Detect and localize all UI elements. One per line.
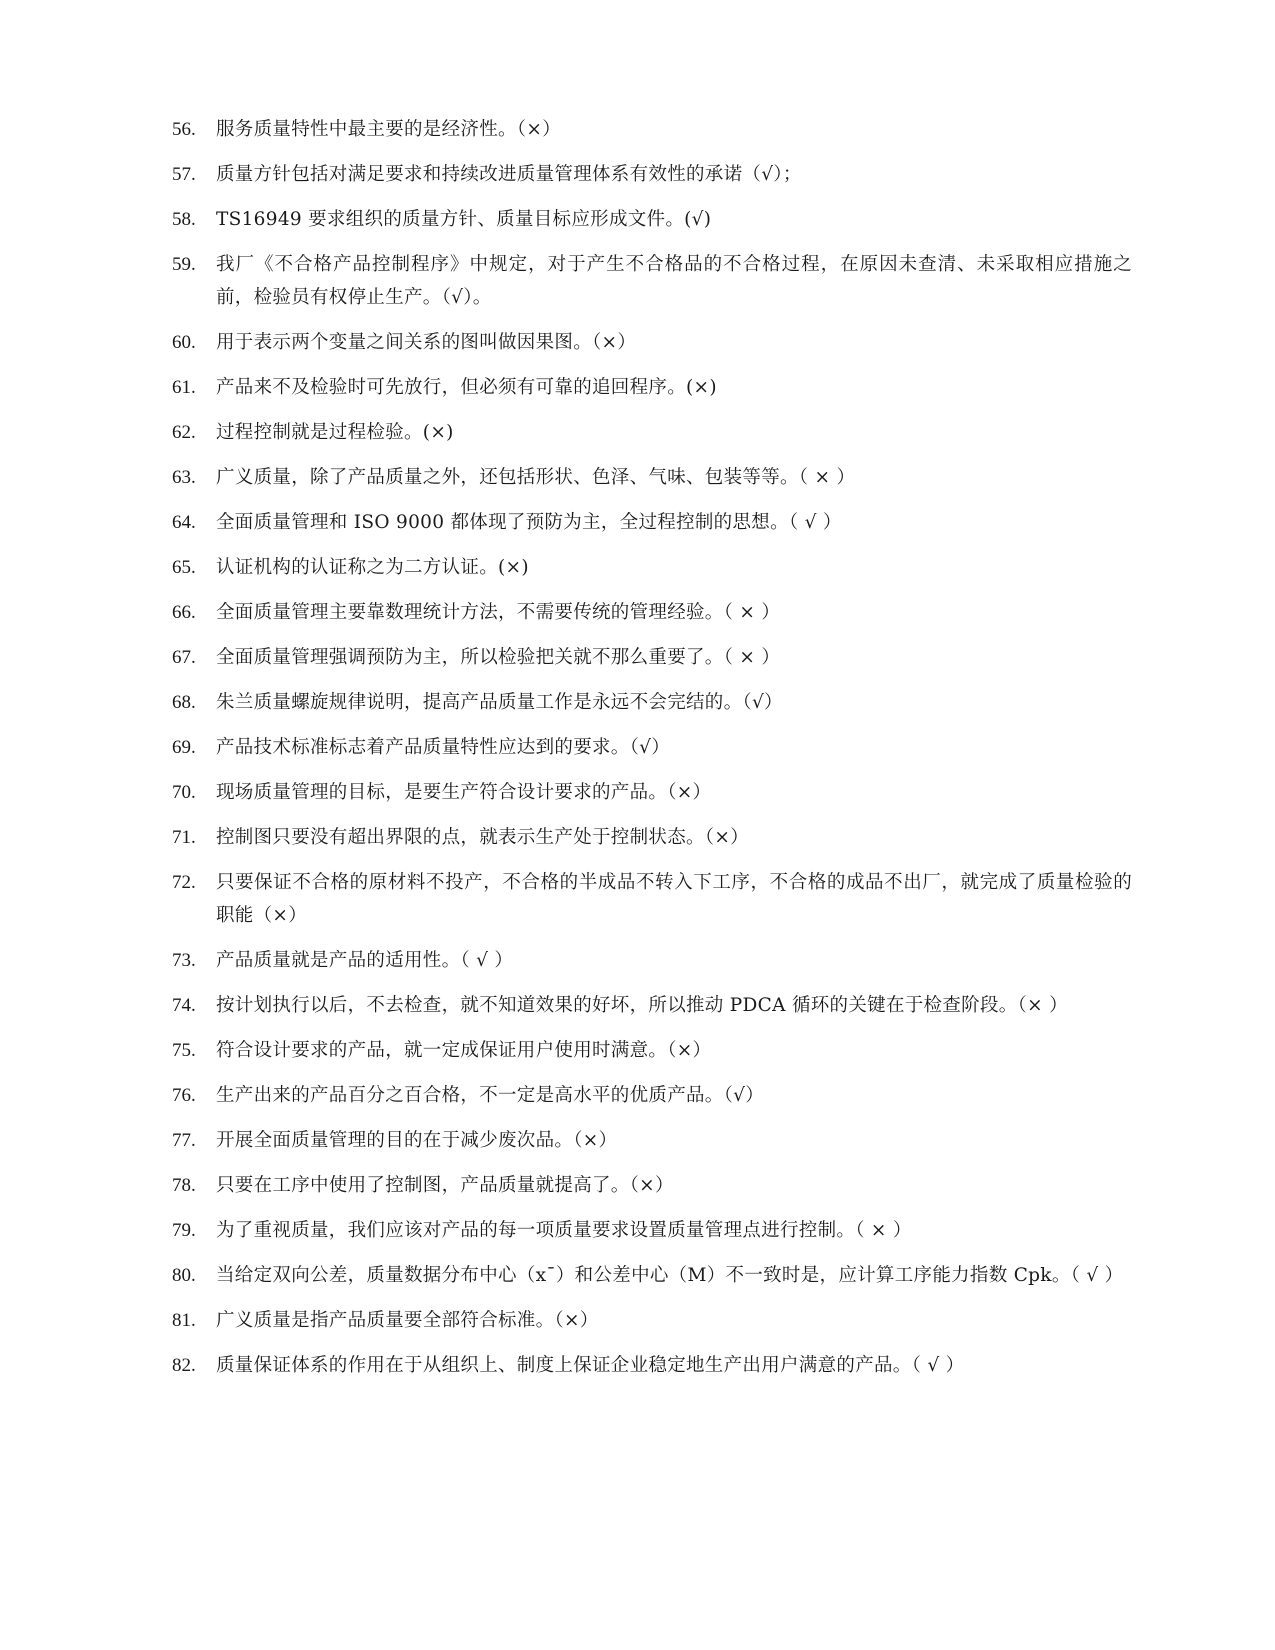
question-number: 56.: [172, 119, 196, 140]
question-item: [172, 776, 1132, 809]
question-text: 当给定双向公差，质量数据分布中心（x¯）和公差中心（M）不一致时是，应计算工序能力指数 Cpk。（ √ ）: [216, 1265, 1124, 1286]
question-item: [172, 1259, 1132, 1292]
question-text: 开展全面质量管理的目的在于减少废次品。（×）: [216, 1130, 618, 1151]
question-number: 70.: [172, 782, 196, 803]
question-item: [172, 461, 1132, 494]
question-number: 77.: [172, 1130, 196, 1151]
question-item: [172, 326, 1132, 359]
question-number: 58.: [172, 209, 196, 230]
question-text: 广义质量，除了产品质量之外，还包括形状、色泽、气味、包装等等。（ × ）: [216, 467, 856, 488]
question-item: [172, 686, 1132, 719]
question-number: 59.: [172, 254, 196, 275]
question-item: [172, 158, 1132, 191]
question-text: 控制图只要没有超出界限的点，就表示生产处于控制状态。（×）: [216, 827, 749, 848]
question-text: TS16949 要求组织的质量方针、质量目标应形成文件。(√): [216, 209, 712, 230]
question-item: [172, 596, 1132, 629]
question-text: 用于表示两个变量之间关系的图叫做因果图。（×）: [216, 332, 637, 353]
question-text: 质量方针包括对满足要求和持续改进质量管理体系有效性的承诺（√）；: [216, 164, 802, 185]
question-text: 符合设计要求的产品，就一定成保证用户使用时满意。（×）: [216, 1040, 712, 1061]
question-text: 服务质量特性中最主要的是经济性。（×）: [216, 119, 561, 140]
question-number: 78.: [172, 1175, 196, 1196]
question-item: [172, 731, 1132, 764]
question-item: [172, 416, 1132, 449]
question-item: [172, 1214, 1132, 1247]
question-item: [172, 989, 1132, 1022]
question-number: 64.: [172, 512, 196, 533]
question-item: [172, 1349, 1132, 1382]
question-text: 按计划执行以后，不去检查，就不知道效果的好坏，所以推动 PDCA 循环的关键在于检查阶段。（× ）: [216, 995, 1068, 1016]
question-text: 过程控制就是过程检验。(×): [216, 422, 454, 443]
question-number: 80.: [172, 1265, 196, 1286]
question-text: 只要在工序中使用了控制图，产品质量就提高了。（×）: [216, 1175, 674, 1196]
question-item: [172, 551, 1132, 584]
question-list: [172, 113, 1132, 1394]
question-text: 现场质量管理的目标，是要生产符合设计要求的产品。（×）: [216, 782, 712, 803]
question-text: 我厂《不合格产品控制程序》中规定，对于产生不合格品的不合格过程，在原因未查清、未采取相应措施之前，检验员有权停止生产。（√）。: [216, 254, 1132, 308]
question-item: [172, 371, 1132, 404]
question-text: 朱兰质量螺旋规律说明，提高产品质量工作是永远不会完结的。（√）: [216, 692, 783, 713]
question-text: 产品质量就是产品的适用性。（ √ ）: [216, 950, 514, 971]
question-item: [172, 113, 1132, 146]
question-number: 71.: [172, 827, 196, 848]
question-number: 72.: [172, 872, 196, 893]
question-text: 全面质量管理主要靠数理统计方法，不需要传统的管理经验。（ × ）: [216, 602, 781, 623]
question-number: 57.: [172, 164, 196, 185]
question-item: [172, 506, 1132, 539]
question-text: 质量保证体系的作用在于从组织上、制度上保证企业稳定地生产出用户满意的产品。（ √ ）: [216, 1355, 965, 1376]
question-item: [172, 866, 1132, 932]
question-item: [172, 944, 1132, 977]
question-number: 62.: [172, 422, 196, 443]
question-number: 73.: [172, 950, 196, 971]
question-item: [172, 1034, 1132, 1067]
question-text: 产品技术标准标志着产品质量特性应达到的要求。（√）: [216, 737, 671, 758]
question-item: [172, 1124, 1132, 1157]
question-number: 81.: [172, 1310, 196, 1331]
question-text: 认证机构的认证称之为二方认证。(×): [216, 557, 529, 578]
question-number: 76.: [172, 1085, 196, 1106]
question-item: [172, 203, 1132, 236]
question-number: 79.: [172, 1220, 196, 1241]
question-item: [172, 1304, 1132, 1337]
question-item: [172, 1079, 1132, 1112]
question-text: 为了重视质量，我们应该对产品的每一项质量要求设置质量管理点进行控制。（ × ）: [216, 1220, 912, 1241]
question-number: 60.: [172, 332, 196, 353]
question-item: [172, 641, 1132, 674]
question-item: [172, 248, 1132, 314]
question-item: [172, 1169, 1132, 1202]
question-number: 66.: [172, 602, 196, 623]
question-number: 63.: [172, 467, 196, 488]
question-number: 82.: [172, 1355, 196, 1376]
question-text: 广义质量是指产品质量要全部符合标准。（×）: [216, 1310, 599, 1331]
question-text: 全面质量管理强调预防为主，所以检验把关就不那么重要了。（ × ）: [216, 647, 781, 668]
question-number: 69.: [172, 737, 196, 758]
question-number: 68.: [172, 692, 196, 713]
question-text: 生产出来的产品百分之百合格，不一定是高水平的优质产品。（√）: [216, 1085, 765, 1106]
question-text: 全面质量管理和 ISO 9000 都体现了预防为主，全过程控制的思想。（ √ ）: [216, 512, 842, 533]
question-text: 只要保证不合格的原材料不投产，不合格的半成品不转入下工序，不合格的成品不出厂，就完成了质量检验的职能（×）: [216, 872, 1132, 926]
question-number: 67.: [172, 647, 196, 668]
question-number: 74.: [172, 995, 196, 1016]
question-number: 75.: [172, 1040, 196, 1061]
question-text: 产品来不及检验时可先放行，但必须有可靠的追回程序。(×): [216, 377, 717, 398]
question-item: [172, 821, 1132, 854]
question-number: 61.: [172, 377, 196, 398]
question-number: 65.: [172, 557, 196, 578]
